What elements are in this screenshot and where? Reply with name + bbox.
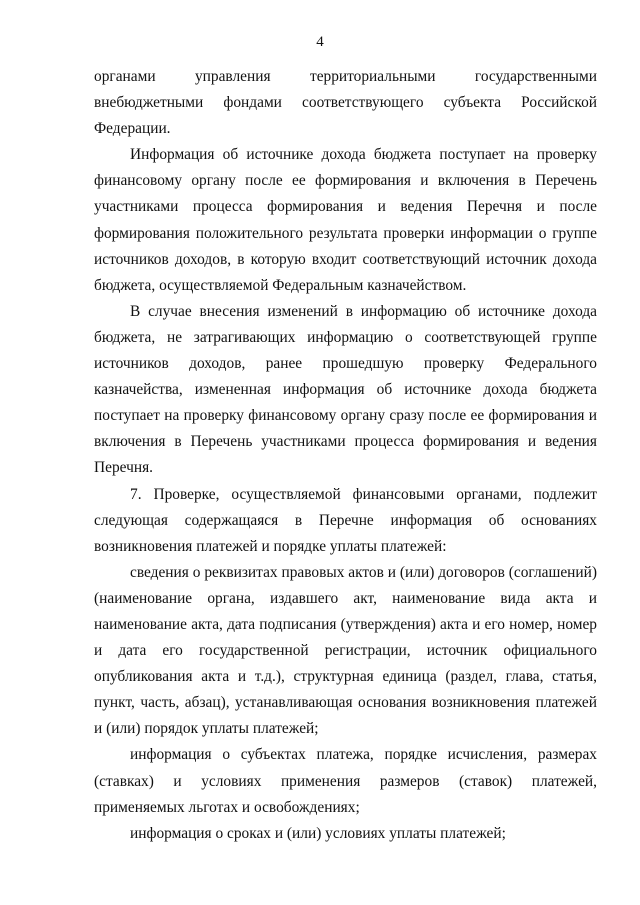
document-body bbox=[94, 64, 597, 847]
paragraph-1: органами управления территориальными государственными внебюджетными фондами соответствующего субъекта Российской Федерации. bbox=[94, 68, 597, 138]
page-number: 4 bbox=[316, 34, 324, 50]
paragraph-6: информация о субъектах платежа, порядке исчисления, размерах (ставках) и условиях применения размеров (ставок) платежей, применяемых льготах и освобождениях; bbox=[94, 746, 597, 816]
paragraph-3: В случае внесения изменений в информацию об источнике дохода бюджета, не затрагивающих информацию о соответствующей группе источников доходов, ранее прошедшую проверку Федерального казначейства, измененная информация об источнике дохода бюджета поступает на проверку финансовому органу сразу после ее формирования и включения в Перечень участниками процесса формирования и ведения Перечня. bbox=[94, 302, 597, 477]
paragraph-7: информация о сроках и (или) условиях уплаты платежей; bbox=[130, 824, 506, 842]
paragraph-2: Информация об источнике дохода бюджета поступает на проверку финансовому органу после ее формирования и включения в Перечень участниками процесса формирования и ведения Перечня и после формирования положительного результата проверки информации о группе источников доходов, в которую входит соответствующий источник дохода бюджета, осуществляемой Федеральным казначейством. bbox=[94, 146, 597, 294]
paragraph-4: 7. Проверке, осуществляемой финансовыми органами, подлежит следующая содержащаяся в Перечне информация об основаниях возникновения платежей и порядке уплаты платежей: bbox=[94, 485, 597, 555]
paragraph-5: сведения о реквизитах правовых актов и (или) договоров (соглашений) (наименование органа, издавшего акт, наименование вида акта и наименование акта, дата подписания (утверждения) акта и его номер, номер и дата его государственной регистрации, источник официального опубликования акта и т.д.), структурная единица (раздел, глава, статья, пункт, часть, абзац), устанавливающая основания возникновения платежей и (или) порядок уплаты платежей; bbox=[94, 563, 597, 738]
